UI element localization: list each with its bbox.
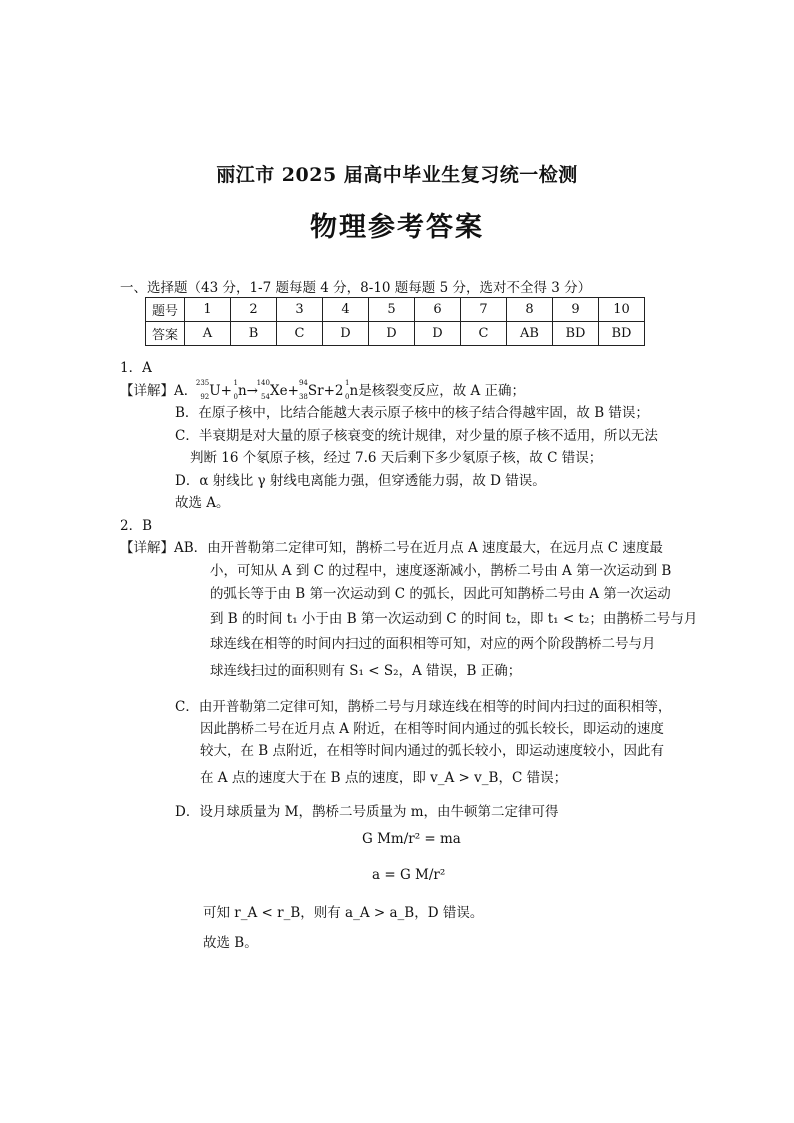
answer-cell: AB bbox=[507, 322, 553, 346]
answer-cell: A bbox=[185, 322, 231, 346]
answer-cell: BD bbox=[599, 322, 645, 346]
q2-option-c-line1: C．由开普勒第二定律可知，鹊桥二号与月球连线在相等的时间内扫过的面积相等， bbox=[175, 699, 672, 715]
document-title: 丽江市 2025 届高中毕业生复习统一检测 bbox=[216, 164, 578, 186]
q2-conclusion: 故选 B。 bbox=[203, 935, 258, 951]
answer-cell: D bbox=[369, 322, 415, 346]
detail-label: 【详解】 bbox=[120, 540, 174, 556]
answer-cell: C bbox=[277, 322, 323, 346]
q1-option-b: B．在原子核中，比结合能越大表示原子核中的核子结合得越牢固，故 B 错误； bbox=[175, 405, 649, 421]
question-number: 8 bbox=[507, 298, 553, 322]
question-number: 5 bbox=[369, 298, 415, 322]
q1-option-c-line1: C．半衰期是对大量的原子核衰变的统计规律，对少量的原子核不适用，所以无法 bbox=[175, 428, 658, 444]
q2-option-c-line2: 因此鹊桥二号在近月点 A 附近，在相等时间内通过的弧长较长，即运动的速度 bbox=[200, 721, 664, 737]
question-number: 3 bbox=[277, 298, 323, 322]
row-label: 题号 bbox=[146, 298, 185, 322]
q2-ab-line4: 到 B 的时间 t₁ 小于由 B 第一次运动到 C 的时间 t₂，即 t₁ < t₂；由鹊桥二号与月 bbox=[210, 611, 698, 627]
q1-conclusion: 故选 A。 bbox=[175, 495, 230, 511]
question-number: 7 bbox=[461, 298, 507, 322]
question-number: 1 bbox=[185, 298, 231, 322]
q1-detail-a bbox=[120, 380, 525, 402]
equation-1: G Mm/r² = ma bbox=[362, 831, 461, 847]
q2-ab-line5: 球连线在相等的时间内扫过的面积相等可知，对应的两个阶段鹊桥二号与月 bbox=[210, 636, 656, 652]
q2-detail-ab-line1 bbox=[120, 537, 663, 559]
q2-option-c-line3: 较大，在 B 点附近，在相等时间内通过的弧长较小，即运动速度较小，因此有 bbox=[200, 743, 665, 759]
document-subtitle: 物理参考答案 bbox=[310, 212, 484, 243]
q2-ab-text1: 由开普勒第二定律可知，鹊桥二号在近月点 A 速度最大，在远月点 C 速度最 bbox=[207, 540, 663, 556]
equation-2: a = G M/r² bbox=[372, 867, 446, 883]
answer-cell: D bbox=[323, 322, 369, 346]
q2-option-d-line1: D．设月球质量为 M，鹊桥二号质量为 m，由牛顿第二定律可得 bbox=[175, 804, 559, 820]
q2-ab-line3: 的弧长等于由 B 第一次运动到 C 的弧长，因此可知鹊桥二号由 A 第一次运动 bbox=[210, 586, 671, 602]
q1-answer: 1．A bbox=[120, 360, 152, 376]
answer-cell: D bbox=[415, 322, 461, 346]
q1-option-d: D．α 射线比 γ 射线电离能力强，但穿透能力弱，故 D 错误。 bbox=[175, 473, 546, 489]
nuclear-equation: 235 92 U+ 1 0 n→ 140 54 Xe+ 94 38 Sr+2 1 0 bbox=[195, 379, 350, 401]
table-row bbox=[146, 298, 645, 322]
option-a-text: n是核裂变反应，故 A 正确； bbox=[349, 383, 526, 399]
question-number: 10 bbox=[599, 298, 645, 322]
answer-cell: C bbox=[461, 322, 507, 346]
row-label: 答案 bbox=[146, 322, 185, 346]
section-heading: 一、选择题（43 分，1-7 题每题 4 分，8-10 题每题 5 分，选对不全得 3 分） bbox=[120, 280, 592, 296]
q2-ab-line6: 球连线扫过的面积则有 S₁ < S₂，A 错误，B 正确； bbox=[210, 663, 522, 679]
q2-ab-line2: 小，可知从 A 到 C 的过程中，速度逐渐减小，鹊桥二号由 A 第一次运动到 B bbox=[210, 563, 672, 579]
q2-option-d-line2: 可知 r_A < r_B，则有 a_A > a_B，D 错误。 bbox=[203, 905, 484, 921]
question-number: 6 bbox=[415, 298, 461, 322]
table-row bbox=[146, 322, 645, 346]
detail-label: 【详解】 bbox=[120, 383, 174, 399]
q1-option-c-line2: 判断 16 个氡原子核，经过 7.6 天后剩下多少氡原子核，故 C 错误； bbox=[190, 450, 603, 466]
question-number: 9 bbox=[553, 298, 599, 322]
question-number: 2 bbox=[231, 298, 277, 322]
question-number: 4 bbox=[323, 298, 369, 322]
option-prefix: AB． bbox=[174, 540, 208, 556]
answer-cell: B bbox=[231, 322, 277, 346]
q2-option-c-line4: 在 A 点的速度大于在 B 点的速度，即 v_A > v_B，C 错误； bbox=[200, 770, 568, 786]
answer-table bbox=[145, 297, 645, 346]
answer-cell: BD bbox=[553, 322, 599, 346]
q2-answer: 2．B bbox=[120, 518, 153, 534]
option-prefix: A． bbox=[174, 383, 198, 399]
